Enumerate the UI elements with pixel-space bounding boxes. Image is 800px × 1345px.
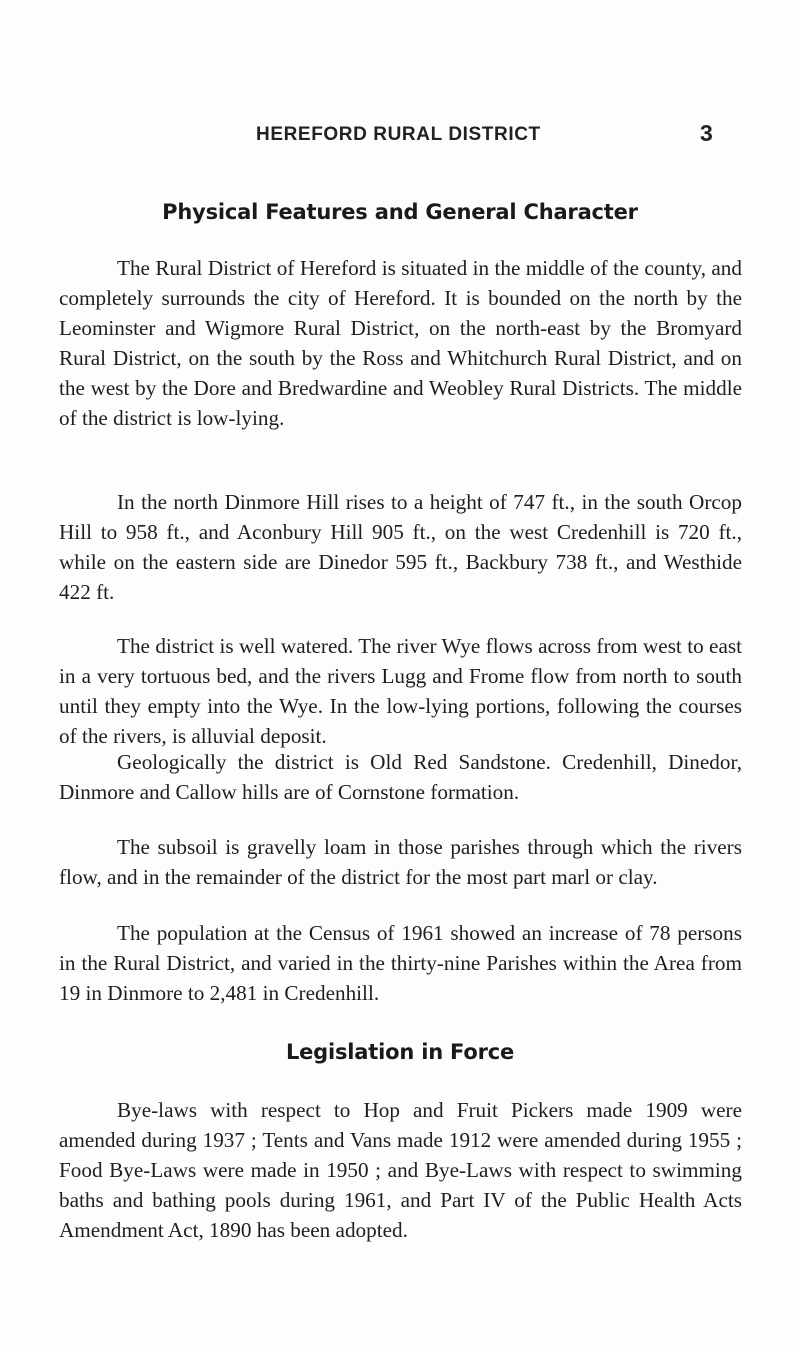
- paragraph-subsoil: The subsoil is gravelly loam in those parishes through which the rivers flow, and in the remainder of the district for the most part marl or clay.: [59, 835, 742, 890]
- section-title-physical-features: Physical Features and General Character: [162, 200, 638, 224]
- paragraph-geology: Geologically the district is Old Red Sandstone. Credenhill, Dinedor, Dinmore and Callow hills are of Cornstone formation.: [59, 750, 742, 805]
- running-title: HEREFORD RURAL DISTRICT: [256, 124, 541, 145]
- paragraph-rivers: The district is well watered. The river Wye flows across from west to east in a very tortuous bed, and the rivers Lugg and Frome flow from north to south until they empty into the Wye. In the low-lying portions, following the courses of the rivers, is alluvial deposit.: [59, 634, 742, 749]
- section-title-legislation: Legislation in Force: [285, 1040, 515, 1064]
- paragraph-hills: In the north Dinmore Hill rises to a height of 747 ft., in the south Orcop Hill to 958 ft., and Aconbury Hill 905 ft., on the west Credenhill is 720 ft., while on the eastern side are Dinedor 595 ft., Backbury 738 ft., and Westhide 422 ft.: [59, 490, 742, 605]
- page-number: 3: [700, 120, 713, 146]
- paragraph-bye-laws: Bye-laws with respect to Hop and Fruit Pickers made 1909 were amended during 1937 ; Tents and Vans made 1912 were amended during 1955 ; Food Bye-Laws were made in 1950 ; and Bye-Laws with respect to swimming baths and bathing pools during 1961, and Part IV of the Public Health Acts Amendment Act, 1890 has been adopted.: [59, 1098, 742, 1243]
- paragraph-population: The population at the Census of 1961 showed an increase of 78 persons in the Rural District, and varied in the thirty-nine Parishes within the Area from 19 in Dinmore to 2,481 in Credenhill.: [59, 921, 742, 1006]
- paragraph-location: The Rural District of Hereford is situated in the middle of the county, and completely surrounds the city of Hereford. It is bounded on the north by the Leominster and Wigmore Rural District, on the north-east by the Bromyard Rural District, on the south by the Ross and Whitchurch Rural District, and on the west by the Dore and Bredwardine and Weobley Rural Districts. The middle of the district is low-lying.: [59, 256, 742, 431]
